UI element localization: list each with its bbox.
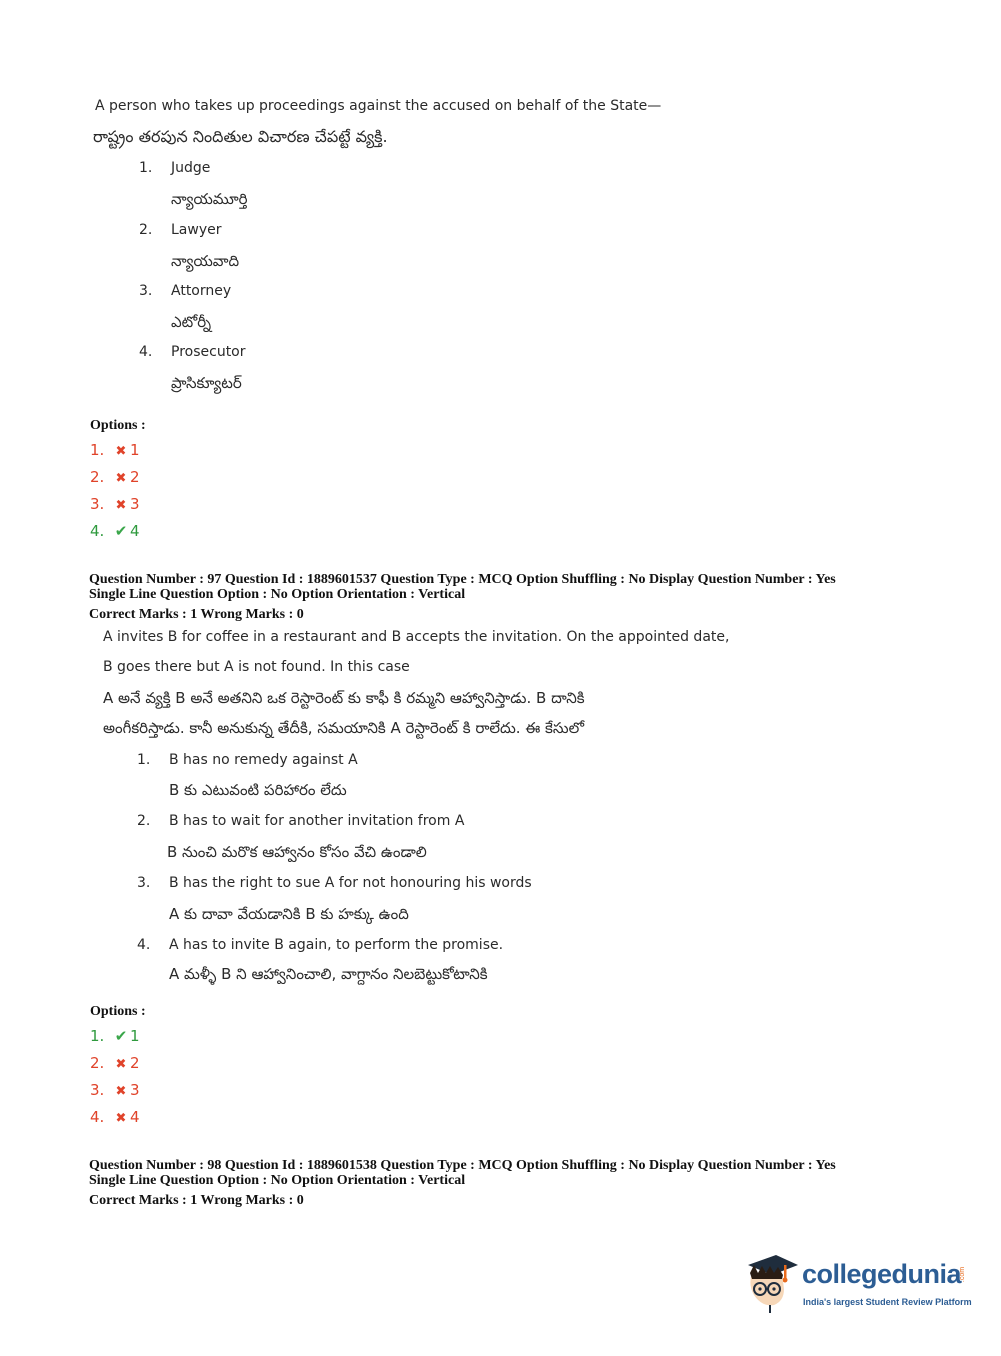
mascot-icon bbox=[742, 1251, 802, 1313]
q97-option-4 bbox=[90, 1107, 140, 1127]
option-value: 4 bbox=[130, 1108, 140, 1126]
q97-options-label: Options : bbox=[90, 1004, 146, 1019]
q97-choice-4-te: A మళ్ళీ B ని ఆహ్వానించాలి, వాగ్దానం నిలబెట్టుకోటానికి bbox=[169, 965, 488, 983]
q96-choice-1-num: 1. bbox=[139, 160, 153, 176]
q96-choice-4-num: 4. bbox=[139, 344, 153, 360]
q97-choice-2-en: B has to wait for another invitation from A bbox=[169, 813, 465, 829]
brand-tagline: India's largest Student Review Platform bbox=[803, 1297, 972, 1307]
option-value: 2 bbox=[130, 468, 140, 486]
q96-choice-2-te: న్యాయవాది bbox=[171, 252, 240, 270]
q97-meta-line2: Single Line Question Option : No Option Orientation : Vertical bbox=[89, 587, 466, 602]
option-number: 4. bbox=[90, 1108, 105, 1126]
q97-choice-3-num: 3. bbox=[137, 875, 151, 891]
q97-question-te-1: A అనే వ్యక్తి B అనే అతనిని ఒక రెస్టారెంట్ కు కాఫీ కి రమ్మని ఆహ్వానిస్తాడు. B దానికి bbox=[103, 689, 585, 707]
q97-choice-3-te: A కు దావా వేయడానికి B కు హక్కు ఉంది bbox=[169, 905, 409, 923]
option-number: 3. bbox=[90, 1081, 105, 1099]
q96-choice-4-en: Prosecutor bbox=[171, 344, 246, 360]
q96-choice-2-en: Lawyer bbox=[171, 222, 222, 238]
q97-choice-2-num: 2. bbox=[137, 813, 151, 829]
q96-choice-2-num: 2. bbox=[139, 222, 153, 238]
q97-options-list bbox=[90, 1026, 140, 1127]
option-number: 4. bbox=[90, 522, 105, 540]
q98-marks: Correct Marks : 1 Wrong Marks : 0 bbox=[89, 1193, 304, 1208]
brand-domain: .com bbox=[959, 1266, 967, 1283]
option-value: 1 bbox=[130, 441, 140, 459]
q96-options-list bbox=[90, 440, 140, 541]
collegedunia-logo bbox=[742, 1251, 972, 1313]
q96-choice-1-en: Judge bbox=[171, 160, 211, 176]
cross-icon: ✖ bbox=[115, 444, 127, 459]
q97-choice-4-num: 4. bbox=[137, 937, 151, 953]
q96-choice-3-en: Attorney bbox=[171, 283, 232, 299]
q97-option-1 bbox=[90, 1026, 140, 1046]
q97-option-2 bbox=[90, 1053, 140, 1073]
q97-choice-2-te: B నుంచి మరొక ఆహ్వానం కోసం వేచి ఉండాలి bbox=[167, 843, 427, 861]
q96-choice-3-num: 3. bbox=[139, 283, 153, 299]
q97-choice-1-te: B కు ఎటువంటి పరిహారం లేదు bbox=[169, 781, 347, 799]
option-number: 1. bbox=[90, 1027, 105, 1045]
q97-choice-1-en: B has no remedy against A bbox=[169, 752, 358, 768]
check-icon: ✔ bbox=[114, 522, 128, 540]
q97-meta-line1: Question Number : 97 Question Id : 1889601537 Question Type : MCQ Option Shuffling : No Display Question Number : Yes bbox=[89, 572, 836, 587]
q96-options-label: Options : bbox=[90, 418, 146, 433]
q96-option-4 bbox=[90, 521, 140, 541]
q97-choice-3-en: B has the right to sue A for not honouring his words bbox=[169, 875, 532, 891]
cross-icon: ✖ bbox=[115, 1057, 127, 1072]
cross-icon: ✖ bbox=[115, 1111, 127, 1126]
option-value: 3 bbox=[130, 495, 140, 513]
q96-choice-4-te: ప్రాసిక్యూటర్ bbox=[171, 374, 242, 392]
q97-question-te-2: అంగీకరిస్తాడు. కానీ అనుకున్న తేదీకి, సమయానికి A రెస్టారెంట్ కి రాలేదు. ఈ కేసులో bbox=[103, 719, 584, 737]
q96-choice-3-te: ఎటోర్నీ bbox=[171, 313, 212, 331]
option-value: 3 bbox=[130, 1081, 140, 1099]
option-number: 2. bbox=[90, 1054, 105, 1072]
option-value: 1 bbox=[130, 1027, 140, 1045]
q97-marks: Correct Marks : 1 Wrong Marks : 0 bbox=[89, 607, 304, 622]
q98-meta-line1: Question Number : 98 Question Id : 1889601538 Question Type : MCQ Option Shuffling : No Display Question Number : Yes bbox=[89, 1158, 836, 1173]
brand-name: collegedunia bbox=[802, 1259, 962, 1289]
cross-icon: ✖ bbox=[115, 498, 127, 513]
q96-option-3 bbox=[90, 494, 140, 514]
cross-icon: ✖ bbox=[115, 1084, 127, 1099]
check-icon: ✔ bbox=[114, 1027, 128, 1045]
q97-question-en-1: A invites B for coffee in a restaurant and B accepts the invitation. On the appointed date, bbox=[103, 629, 730, 645]
q97-choice-4-en: A has to invite B again, to perform the promise. bbox=[169, 937, 504, 953]
option-number: 1. bbox=[90, 441, 105, 459]
q97-option-3 bbox=[90, 1080, 140, 1100]
q97-question-en-2: B goes there but A is not found. In this case bbox=[103, 659, 410, 675]
q96-question-en: A person who takes up proceedings against the accused on behalf of the State— bbox=[95, 98, 662, 114]
q96-question-te: రాష్ట్రం తరపున నిందితుల విచారణ చేపట్టే వ్యక్తి. bbox=[93, 127, 388, 146]
q97-choice-1-num: 1. bbox=[137, 752, 151, 768]
option-value: 2 bbox=[130, 1054, 140, 1072]
q96-option-1 bbox=[90, 440, 140, 460]
q98-meta-line2: Single Line Question Option : No Option Orientation : Vertical bbox=[89, 1173, 466, 1188]
option-number: 2. bbox=[90, 468, 105, 486]
cross-icon: ✖ bbox=[115, 471, 127, 486]
option-number: 3. bbox=[90, 495, 105, 513]
q96-choice-1-te: న్యాయమూర్తి bbox=[171, 190, 248, 208]
option-value: 4 bbox=[130, 522, 140, 540]
q96-option-2 bbox=[90, 467, 140, 487]
